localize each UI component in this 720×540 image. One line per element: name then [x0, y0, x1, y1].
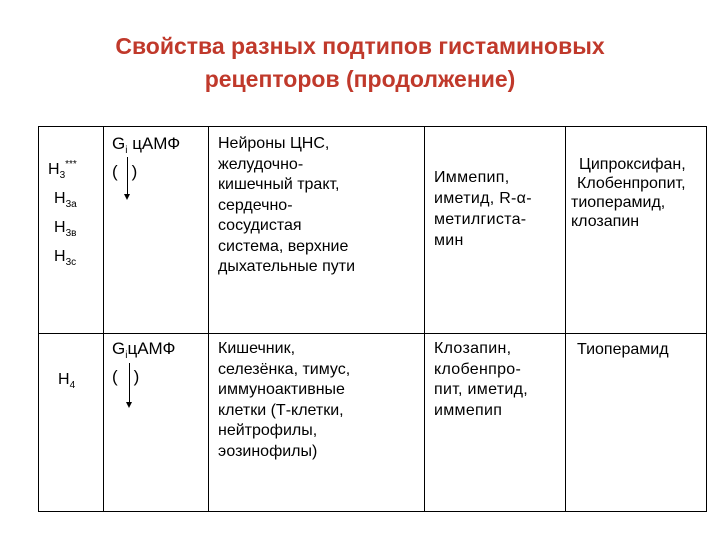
g-protein-coupling: [112, 338, 175, 387]
receptor-name: $H_{3в}$: [54, 219, 77, 239]
agonist-line: метилгиста-: [434, 211, 527, 228]
antagonists-cell: [577, 339, 669, 360]
localization-line: дыхательные пути: [218, 258, 355, 275]
agonist-line: иметид, R-α-: [434, 190, 532, 207]
receptor-name: $H_{3c}$: [54, 248, 77, 268]
antagonist-line: клозапин: [571, 213, 640, 230]
agonist-line: клобенпро-: [434, 360, 522, 378]
localization-line: сосудистая: [218, 217, 302, 234]
antagonist-line: Ципроксифан,: [579, 156, 686, 173]
column-divider: [565, 127, 566, 511]
receptor-name: $H_3^{***}$: [48, 159, 77, 181]
localization-line: Нейроны ЦНС,: [218, 135, 330, 152]
receptor-table: [38, 126, 707, 512]
agonist-line: пит, иметид,: [434, 381, 528, 398]
localization-line: клетки (Т-клетки,: [218, 401, 344, 419]
row-divider: [39, 333, 706, 334]
antagonists-cell: [571, 155, 686, 231]
slide-title: [0, 30, 720, 96]
column-divider: [208, 127, 209, 511]
agonist-line: мин: [434, 232, 464, 249]
agonists-cell: [434, 167, 532, 251]
receptor-name: $H_{3a}$: [54, 190, 77, 210]
agonist-line: Клозапин,: [434, 340, 512, 357]
localization-line: кишечный тракт,: [218, 176, 340, 193]
slide-title-line-2: рецепторов (продолжение): [204, 66, 516, 92]
antagonist-line: Тиоперамид: [577, 341, 669, 358]
localization-line: желудочно-: [218, 155, 304, 173]
column-divider: [103, 127, 104, 511]
localization-cell: [218, 339, 350, 462]
localization-line: эозинофилы): [218, 442, 318, 460]
camp-decrease-indicator: ( ): [112, 367, 140, 386]
agonist-line: иммепип: [434, 401, 503, 419]
g-protein-coupling: [112, 133, 180, 182]
receptor-list: [48, 156, 77, 272]
antagonist-line: Клобенпропит,: [577, 175, 686, 192]
g-protein-label: $G_iцАМФ$: [112, 339, 176, 361]
agonist-line: Иммепип,: [434, 169, 510, 186]
slide-title-line-1: Свойства разных подтипов гистаминовых: [115, 33, 605, 59]
localization-cell: [218, 134, 355, 278]
localization-line: селезёнка, тимус,: [218, 360, 351, 378]
antagonist-line: тиоперамид,: [571, 194, 666, 211]
localization-line: Кишечник,: [218, 340, 296, 357]
receptor-list: [58, 366, 75, 395]
localization-line: система, верхние: [218, 237, 349, 255]
localization-line: нейтрофилы,: [218, 422, 318, 439]
column-divider: [424, 127, 425, 511]
g-protein-label: $G_i$ цАМФ: [112, 134, 181, 156]
localization-line: иммуноактивные: [218, 381, 345, 398]
receptor-name: $H_4$: [58, 371, 76, 391]
agonists-cell: [434, 339, 528, 421]
camp-decrease-indicator: ( ): [112, 162, 138, 181]
localization-line: сердечно-: [218, 196, 293, 214]
